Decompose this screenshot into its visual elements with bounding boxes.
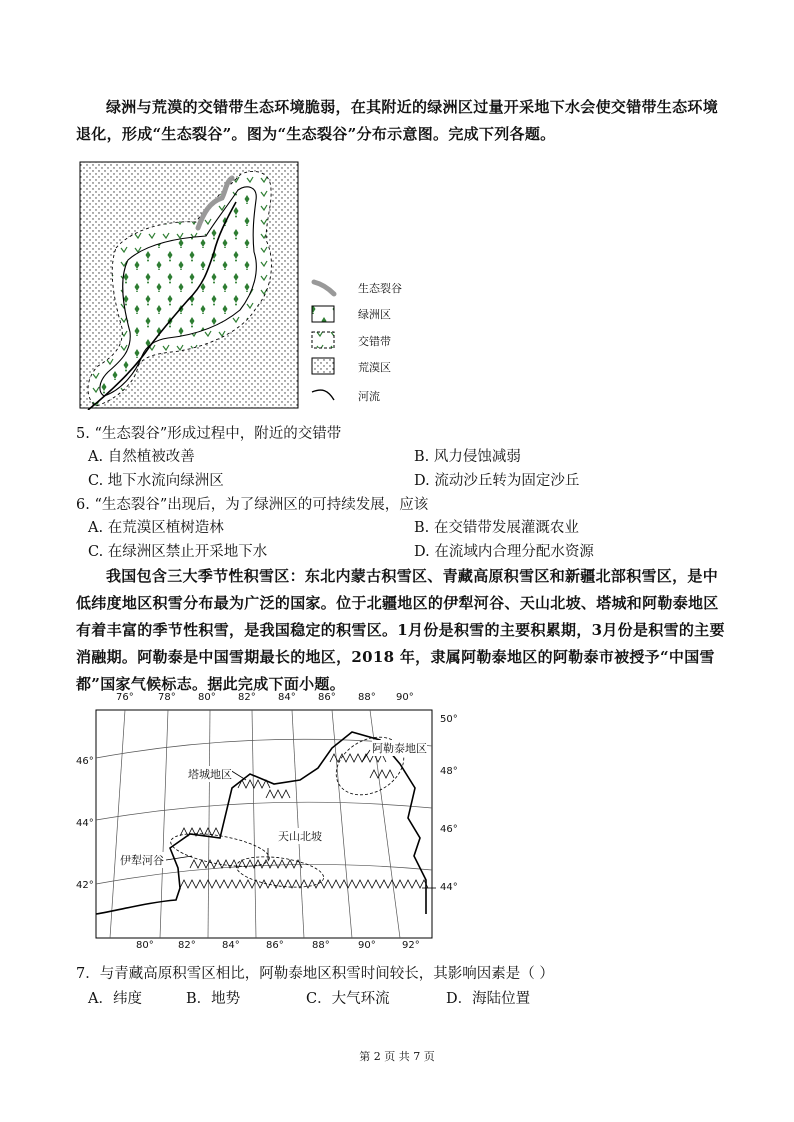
snow-map xyxy=(70,688,470,958)
top-tick-76: 76° xyxy=(116,692,134,703)
legend-desert-label: 荒漠区 xyxy=(358,361,391,374)
left-tick-42: 42° xyxy=(76,880,94,891)
bottom-tick-86: 86° xyxy=(266,940,284,951)
q6-option-d[interactable]: D. 在流域内合理分配水资源 xyxy=(414,544,594,560)
right-tick-48: 48° xyxy=(440,766,458,777)
right-tick-50: 50° xyxy=(440,714,458,725)
q5-option-a[interactable]: A. 自然植被改善 xyxy=(88,449,195,465)
q7-stem: 7．与青藏高原积雪区相比，阿勒泰地区积雪时间较长，其影响因素是（ ） xyxy=(76,966,554,982)
bottom-tick-90: 90° xyxy=(358,940,376,951)
label-altay: 阿勒泰地区 xyxy=(372,742,427,755)
q7-option-c[interactable]: C．大气环流 xyxy=(306,991,390,1007)
bottom-tick-84: 84° xyxy=(222,940,240,951)
right-tick-46: 46° xyxy=(440,824,458,835)
q5-option-c[interactable]: C. 地下水流向绿洲区 xyxy=(88,473,224,489)
q5-stem: 5. “生态裂谷”形成过程中，附近的交错带 xyxy=(76,426,342,442)
legend-river-label: 河流 xyxy=(358,390,380,403)
q5-option-b[interactable]: B. 风力侵蚀减弱 xyxy=(414,449,521,465)
top-tick-78: 78° xyxy=(158,692,176,703)
label-ili: 伊犁河谷 xyxy=(120,854,164,867)
q7-option-d[interactable]: D．海陆位置 xyxy=(446,991,531,1007)
bottom-tick-92: 92° xyxy=(402,940,420,951)
bottom-tick-88: 88° xyxy=(312,940,330,951)
legend-oasis-label: 绿洲区 xyxy=(358,308,391,321)
q6-option-b[interactable]: B. 在交错带发展灌溉农业 xyxy=(414,520,579,536)
legend-rift-label: 生态裂谷 xyxy=(358,282,402,295)
top-tick-88: 88° xyxy=(358,692,376,703)
q7-option-a[interactable]: A．纬度 xyxy=(88,991,142,1007)
figure-ecological-rift xyxy=(76,160,426,410)
top-tick-90: 90° xyxy=(396,692,414,703)
bottom-tick-80: 80° xyxy=(136,940,154,951)
q6-stem: 6. “生态裂谷”出现后，为了绿洲区的可持续发展，应该 xyxy=(76,497,429,513)
legend-ecotone-label: 交错带 xyxy=(358,335,391,348)
q5-option-d[interactable]: D. 流动沙丘转为固定沙丘 xyxy=(414,473,580,489)
label-tacheng: 塔城地区 xyxy=(188,768,232,781)
q7-option-b[interactable]: B．地势 xyxy=(186,991,241,1007)
passage-1: 绿洲与荒漠的交错带生态环境脆弱，在其附近的绿洲区过量开采地下水会使交错带生态环境退化，形成“生态裂谷”。图为“生态裂谷”分布示意图。完成下列各题。 xyxy=(76,98,719,143)
top-tick-84: 84° xyxy=(278,692,296,703)
bottom-tick-82: 82° xyxy=(178,940,196,951)
top-tick-82: 82° xyxy=(238,692,256,703)
left-tick-44: 44° xyxy=(76,818,94,829)
top-tick-80: 80° xyxy=(198,692,216,703)
passage-2: 我国包含三大季节性积雪区：东北内蒙古积雪区、青藏高原积雪区和新疆北部积雪区，是中低纬度地区积雪分布最为广泛的国家。位于北疆地区的伊犁河谷、天山北坡、塔城和阿勒泰地区有着丰富的季节性积雪，是我国稳定的积雪区。1月份是积雪的主要积累期，3月份是积雪的主要消融期。阿勒泰是中国雪期最长的地区，2018 年，隶属阿勒泰地区的阿勒泰市被授予“中国雪都”国家气候标志。据此完成下面小题。 xyxy=(76,567,725,693)
figure-xinjiang-snow xyxy=(70,688,470,958)
q6-option-c[interactable]: C. 在绿洲区禁止开采地下水 xyxy=(88,544,268,560)
right-tick-44: 44° xyxy=(440,882,458,893)
page-footer: 第 2 页 共 7 页 xyxy=(359,1050,435,1063)
q6-option-a[interactable]: A. 在荒漠区植树造林 xyxy=(88,520,224,536)
top-tick-86: 86° xyxy=(318,692,336,703)
label-tianshan: 天山北坡 xyxy=(278,830,322,843)
left-tick-46: 46° xyxy=(76,756,94,767)
